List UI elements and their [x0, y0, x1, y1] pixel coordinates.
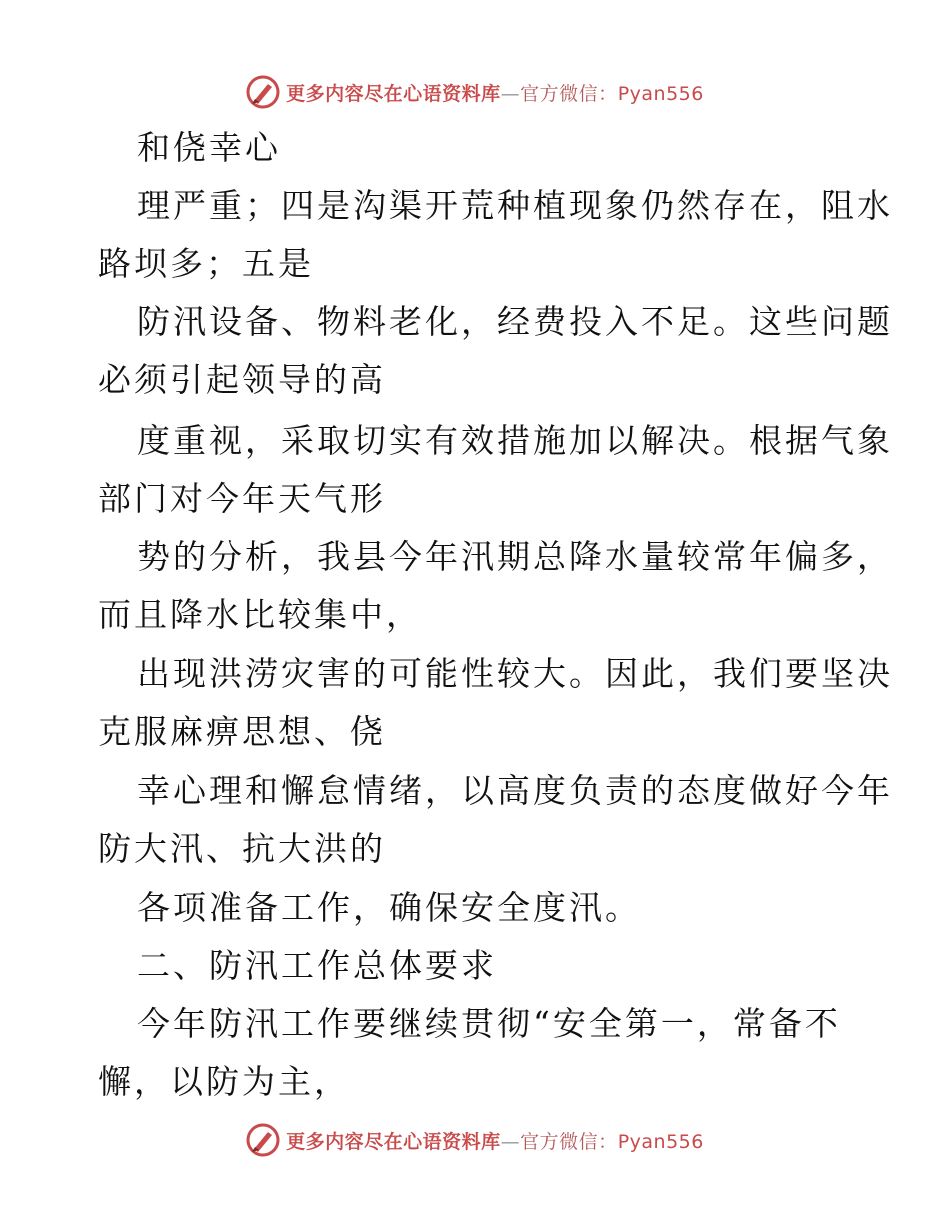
text-line: 幸心理和懈怠情绪，以高度负责的态度做好今年: [137, 771, 893, 810]
text-line: 而且降水比较集中，: [98, 595, 422, 634]
section-heading: 二、防汛工作总体要求: [137, 946, 497, 985]
watermark-site-text: 更多内容尽在心语资料库: [286, 82, 501, 105]
watermark-wechat-id: Pyan556: [617, 1130, 704, 1153]
text-line: 各项准备工作，确保安全度汛。: [137, 888, 641, 927]
text-line: 必须引起领导的高: [98, 360, 386, 399]
watermark-wechat-label: 官方微信：: [520, 82, 618, 105]
text-line: 路坝多；五是: [98, 244, 314, 283]
watermark-separator: —: [500, 82, 521, 105]
text-line: 今年防汛工作要继续贯彻“安全第一，常备不: [137, 1004, 841, 1043]
text-line: 懈，以防为主，: [98, 1062, 350, 1101]
watermark-site-text: 更多内容尽在心语资料库: [286, 1130, 501, 1153]
watermark-wechat-label: 官方微信：: [520, 1130, 618, 1153]
text-line: 出现洪涝灾害的可能性较大。因此，我们要坚决: [137, 654, 893, 693]
text-line: 势的分析，我县今年汛期总降水量较常年偏多，: [137, 537, 893, 576]
text-line: 防大汛、抗大洪的: [98, 829, 386, 868]
text-line: 和侥幸心: [137, 128, 281, 167]
text-line: 度重视，采取切实有效措施加以解决。根据气象: [137, 421, 893, 460]
pen-logo-icon: [246, 75, 280, 109]
watermark-text: [286, 1127, 704, 1154]
watermark-wechat-id: Pyan556: [617, 82, 704, 105]
text-line: 部门对今年天气形: [98, 479, 386, 518]
text-line: 克服麻痹思想、侥: [98, 712, 386, 751]
watermark-separator: —: [500, 1130, 521, 1153]
footer-watermark: [0, 1118, 950, 1162]
pen-logo-icon: [246, 1123, 280, 1157]
watermark-text: [286, 79, 704, 106]
text-line: 防汛设备、物料老化，经费投入不足。这些问题: [137, 302, 893, 341]
text-line: 理严重；四是沟渠开荒种植现象仍然存在，阻水: [137, 186, 893, 225]
header-watermark: [0, 70, 950, 114]
